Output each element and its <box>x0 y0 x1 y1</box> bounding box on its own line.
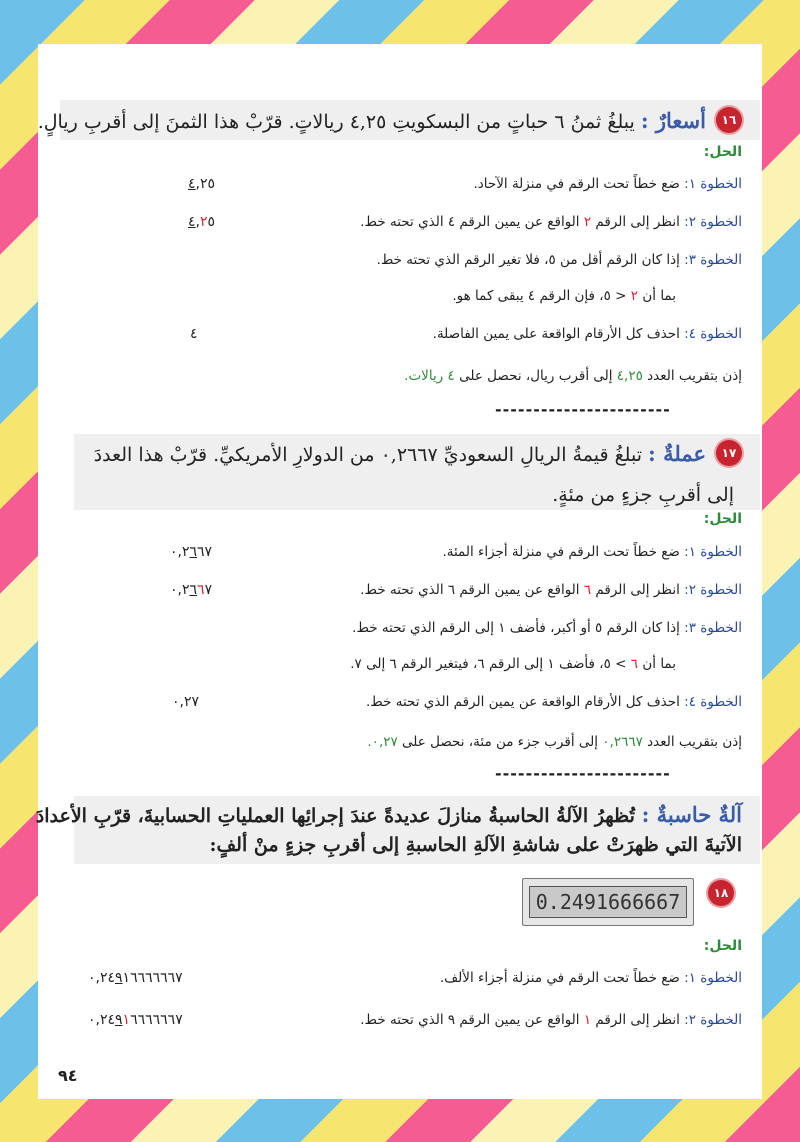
calculator-display <box>522 878 694 926</box>
q17-step2: الخطوة ٢: انظر إلى الرقم ٦ الواقع عن يمين الرقم ٦ الذي تحته خط. <box>360 582 742 598</box>
separator-1: ----------------------- <box>495 400 671 419</box>
q17-step4: الخطوة ٤: احذف كل الأرقام الواقعة عن يمين الرقم الذي تحته خط. <box>365 694 742 710</box>
q18-step1: الخطوة ١: ضع خطاً تحت الرقم في منزلة أجزاء الألف. <box>439 970 742 986</box>
question-16-body: يبلغُ ثمنُ ٦ حباتٍ من البسكويتِ ٤,٢٥ ريالاتٍ. قرّبْ هذا الثمنَ إلى أقربِ ريالٍ. <box>37 111 635 133</box>
question-16-text <box>38 108 706 133</box>
separator-2: ----------------------- <box>495 764 671 783</box>
q18-step2-number: ٠,٢٤٩١٦٦٦٦٦٦٧ <box>88 1012 183 1028</box>
question-18-line1: آلةٌ حاسبةٌ : تُظهرُ الآلةُ الحاسبةُ منازلَ عديدةً عندَ إجرائِها العملياتِ الحسابيةَ، قرّبِ الأعدادَ <box>35 802 742 827</box>
calculator-screen-value: 0.2491666667 <box>529 886 687 918</box>
q16-solution-label: الحل: <box>703 144 742 160</box>
q18-step1-number: ٠,٢٤٩١٦٦٦٦٦٦٧ <box>88 970 183 986</box>
question-18-badge: ١٨ <box>708 880 734 906</box>
q18-step2: الخطوة ٢: انظر إلى الرقم ١ الواقع عن يمين الرقم ٩ الذي تحته خط. <box>360 1012 742 1028</box>
q17-conclusion: إذن بتقريب العدد ٠,٢٦٦٧ إلى أقرب جزء من مئة، نحصل على ٠,٢٧. <box>367 734 742 750</box>
q16-step2-number: ٤,٢٥ <box>188 214 216 230</box>
q16-step3-line2: بما أن ٢ < ٥، فإن الرقم ٤ يبقى كما هو. <box>452 288 676 304</box>
q17-step1: الخطوة ١: ضع خطاً تحت الرقم في منزلة أجزاء المئة. <box>442 544 742 560</box>
question-16-title: أسعارٌ : <box>640 108 706 133</box>
q16-step1: الخطوة ١: ضع خطاً تحت الرقم في منزلة الآحاد. <box>473 176 742 192</box>
q17-step3-line2: بما أن ٦ > ٥، فأضف ١ إلى الرقم ٦، فيتغير الرقم ٦ إلى ٧. <box>350 656 676 672</box>
q16-step3: الخطوة ٣: إذا كان الرقم أقل من ٥، فلا تغير الرقم الذي تحته خط. <box>376 252 742 268</box>
q18-solution-label: الحل: <box>703 938 742 954</box>
q17-step4-result: ٠,٢٧ <box>172 694 200 710</box>
page-number: ٩٤ <box>58 1066 78 1085</box>
question-17-badge: ١٧ <box>716 440 742 466</box>
q16-conclusion: إذن بتقريب العدد ٤,٢٥ إلى أقرب ريال، نحصل على ٤ ريالات. <box>404 368 742 384</box>
q16-step1-number: ٤,٢٥ <box>188 176 216 192</box>
question-17-title: عملةٌ : <box>648 441 706 466</box>
q17-solution-label: الحل: <box>703 511 742 527</box>
question-18-title: آلةٌ حاسبةٌ : <box>641 802 742 827</box>
q16-step4-result: ٤ <box>190 326 198 342</box>
question-17-line1: عملةٌ : تبلغُ قيمةُ الريالِ السعوديِّ ٠,٢٦٦٧ من الدولارِ الأمريكيِّ. قرّبْ هذا العددَ <box>93 441 706 466</box>
q16-step2: الخطوة ٢: انظر إلى الرقم ٢ الواقع عن يمين الرقم ٤ الذي تحته خط. <box>360 214 742 230</box>
page-sheet <box>35 44 762 1099</box>
question-17-line2: إلى أقربِ جزءٍ من مئةٍ. <box>552 484 734 506</box>
question-18-line2: الآتيةَ التي ظهرَتْ على شاشةِ الآلةِ الحاسبةِ إلى أقربِ جزءٍ منْ ألفٍ: <box>209 834 742 856</box>
q17-step2-number: ٠,٢٦٦٧ <box>170 582 213 598</box>
q17-step1-number: ٠,٢٦٦٧ <box>170 544 213 560</box>
question-16-badge: ١٦ <box>716 107 742 133</box>
q16-step4: الخطوة ٤: احذف كل الأرقام الواقعة على يمين الفاصلة. <box>432 326 742 342</box>
q17-step3: الخطوة ٣: إذا كان الرقم ٥ أو أكبر، فأضف ١ إلى الرقم الذي تحته خط. <box>352 620 742 636</box>
